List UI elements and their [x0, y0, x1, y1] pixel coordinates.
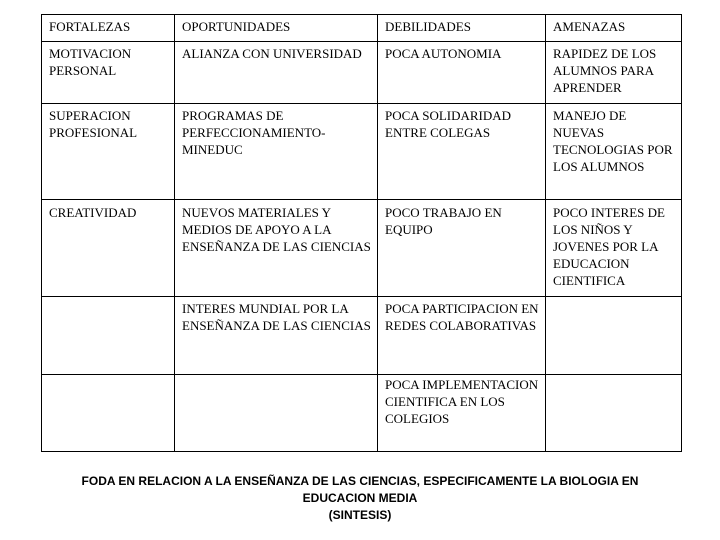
table-cell: POCA PARTICIPACION EN REDES COLABORATIVAS [378, 297, 546, 375]
header-oportunidades: OPORTUNIDADES [175, 15, 378, 42]
caption-line: FODA EN RELACION A LA ENSEÑANZA DE LAS CIENCIAS, ESPECIFICAMENTE LA BIOLOGIA EN [81, 474, 639, 488]
header-amenazas: AMENAZAS [546, 15, 682, 42]
table-caption [20, 473, 700, 524]
table-cell: NUEVOS MATERIALES Y MEDIOS DE APOYO A LA ENSEÑANZA DE LAS CIENCIAS [175, 200, 378, 297]
table-cell: ALIANZA CON UNIVERSIDAD [175, 42, 378, 104]
table-cell [546, 375, 682, 452]
table-cell: POCO INTERES DE LOS NIÑOS Y JOVENES POR LA EDUCACION CIENTIFICA [546, 200, 682, 297]
table-cell [42, 375, 175, 452]
table-row [42, 200, 682, 297]
table-row [42, 104, 682, 200]
caption-line: (SINTESIS) [328, 508, 392, 522]
header-row [42, 15, 682, 42]
table-cell: POCA AUTONOMIA [378, 42, 546, 104]
table-cell: SUPERACION PROFESIONAL [42, 104, 175, 200]
table-cell: POCO TRABAJO EN EQUIPO [378, 200, 546, 297]
table-cell [175, 375, 378, 452]
header-fortalezas: FORTALEZAS [42, 15, 175, 42]
table-cell: POCA SOLIDARIDAD ENTRE COLEGAS [378, 104, 546, 200]
header-debilidades: DEBILIDADES [378, 15, 546, 42]
table-cell: MOTIVACION PERSONAL [42, 42, 175, 104]
table-cell: PROGRAMAS DE PERFECCIONAMIENTO-MINEDUC [175, 104, 378, 200]
table-row [42, 42, 682, 104]
table-cell: INTERES MUNDIAL POR LA ENSEÑANZA DE LAS CIENCIAS [175, 297, 378, 375]
table-cell [42, 297, 175, 375]
table-row [42, 297, 682, 375]
table-cell [546, 297, 682, 375]
table-cell: MANEJO DE NUEVAS TECNOLOGIAS POR LOS ALUMNOS [546, 104, 682, 200]
table-cell: CREATIVIDAD [42, 200, 175, 297]
table-cell: RAPIDEZ DE LOS ALUMNOS PARA APRENDER [546, 42, 682, 104]
table-cell: POCA IMPLEMENTACION CIENTIFICA EN LOS COLEGIOS [378, 375, 546, 452]
table-row [42, 375, 682, 452]
foda-table [41, 14, 682, 452]
caption-line: EDUCACION MEDIA [302, 491, 418, 505]
